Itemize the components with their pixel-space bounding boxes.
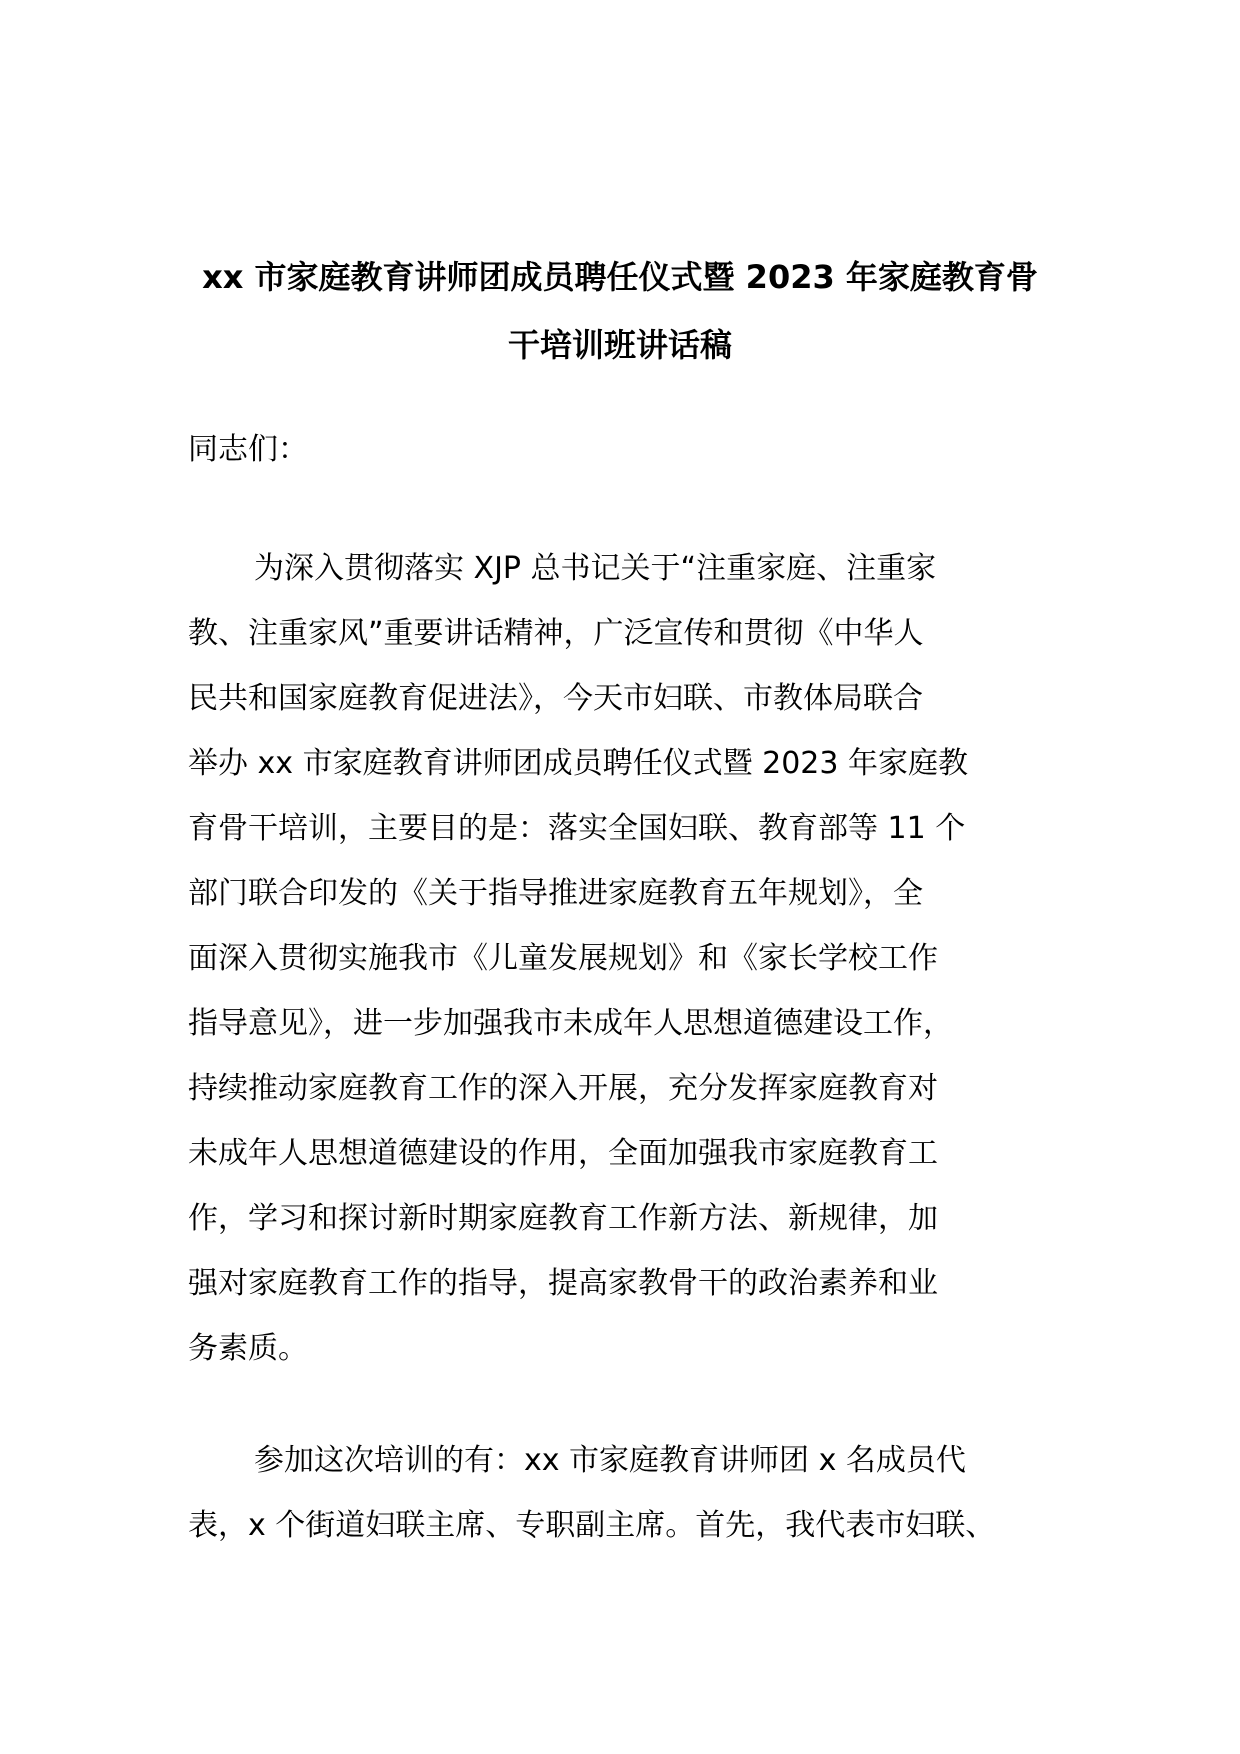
greeting: 同志们： — [188, 432, 308, 467]
paragraph-line: 参加这次培训的有：xx 市家庭教育讲师团 x 名成员代 — [254, 1443, 966, 1478]
paragraph-line: 指导意见》，进一步加强我市未成年人思想道德建设工作， — [188, 1006, 953, 1041]
paragraph-line: 举办 xx 市家庭教育讲师团成员聘任仪式暨 2023 年家庭教 — [188, 746, 968, 781]
document-title — [150, 243, 1090, 379]
body-paragraph — [188, 1428, 1088, 1558]
paragraph-line: 为深入贯彻落实 XJP 总书记关于“注重家庭、注重家 — [254, 551, 937, 586]
paragraph-line: 作，学习和探讨新时期家庭教育工作新方法、新规律，加 — [188, 1201, 938, 1236]
paragraph-line: 部门联合印发的《关于指导推进家庭教育五年规划》，全 — [188, 876, 923, 911]
paragraph-line: 民共和国家庭教育促进法》，今天市妇联、市教体局联合 — [188, 681, 923, 716]
paragraph-line: 未成年人思想道德建设的作用，全面加强我市家庭教育工 — [188, 1136, 938, 1171]
paragraph-line: 育骨干培训，主要目的是：落实全国妇联、教育部等 11 个 — [188, 811, 966, 846]
paragraph-line: 面深入贯彻实施我市《儿童发展规划》和《家长学校工作 — [188, 941, 938, 976]
title-line: xx 市家庭教育讲师团成员聘任仪式暨 2023 年家庭教育骨 — [202, 258, 1038, 296]
body-paragraph — [188, 536, 1088, 1381]
title-line: 干培训班讲话稿 — [507, 326, 732, 364]
paragraph-line: 表，x 个街道妇联主席、专职副主席。首先，我代表市妇联、 — [188, 1508, 996, 1543]
paragraph-line: 强对家庭教育工作的指导，提高家教骨干的政治素养和业 — [188, 1266, 938, 1301]
paragraph-line: 务素质。 — [188, 1331, 308, 1366]
paragraph-line: 教、注重家风”重要讲话精神，广泛宣传和贯彻《中华人 — [188, 616, 924, 651]
paragraph-line: 持续推动家庭教育工作的深入开展，充分发挥家庭教育对 — [188, 1071, 938, 1106]
